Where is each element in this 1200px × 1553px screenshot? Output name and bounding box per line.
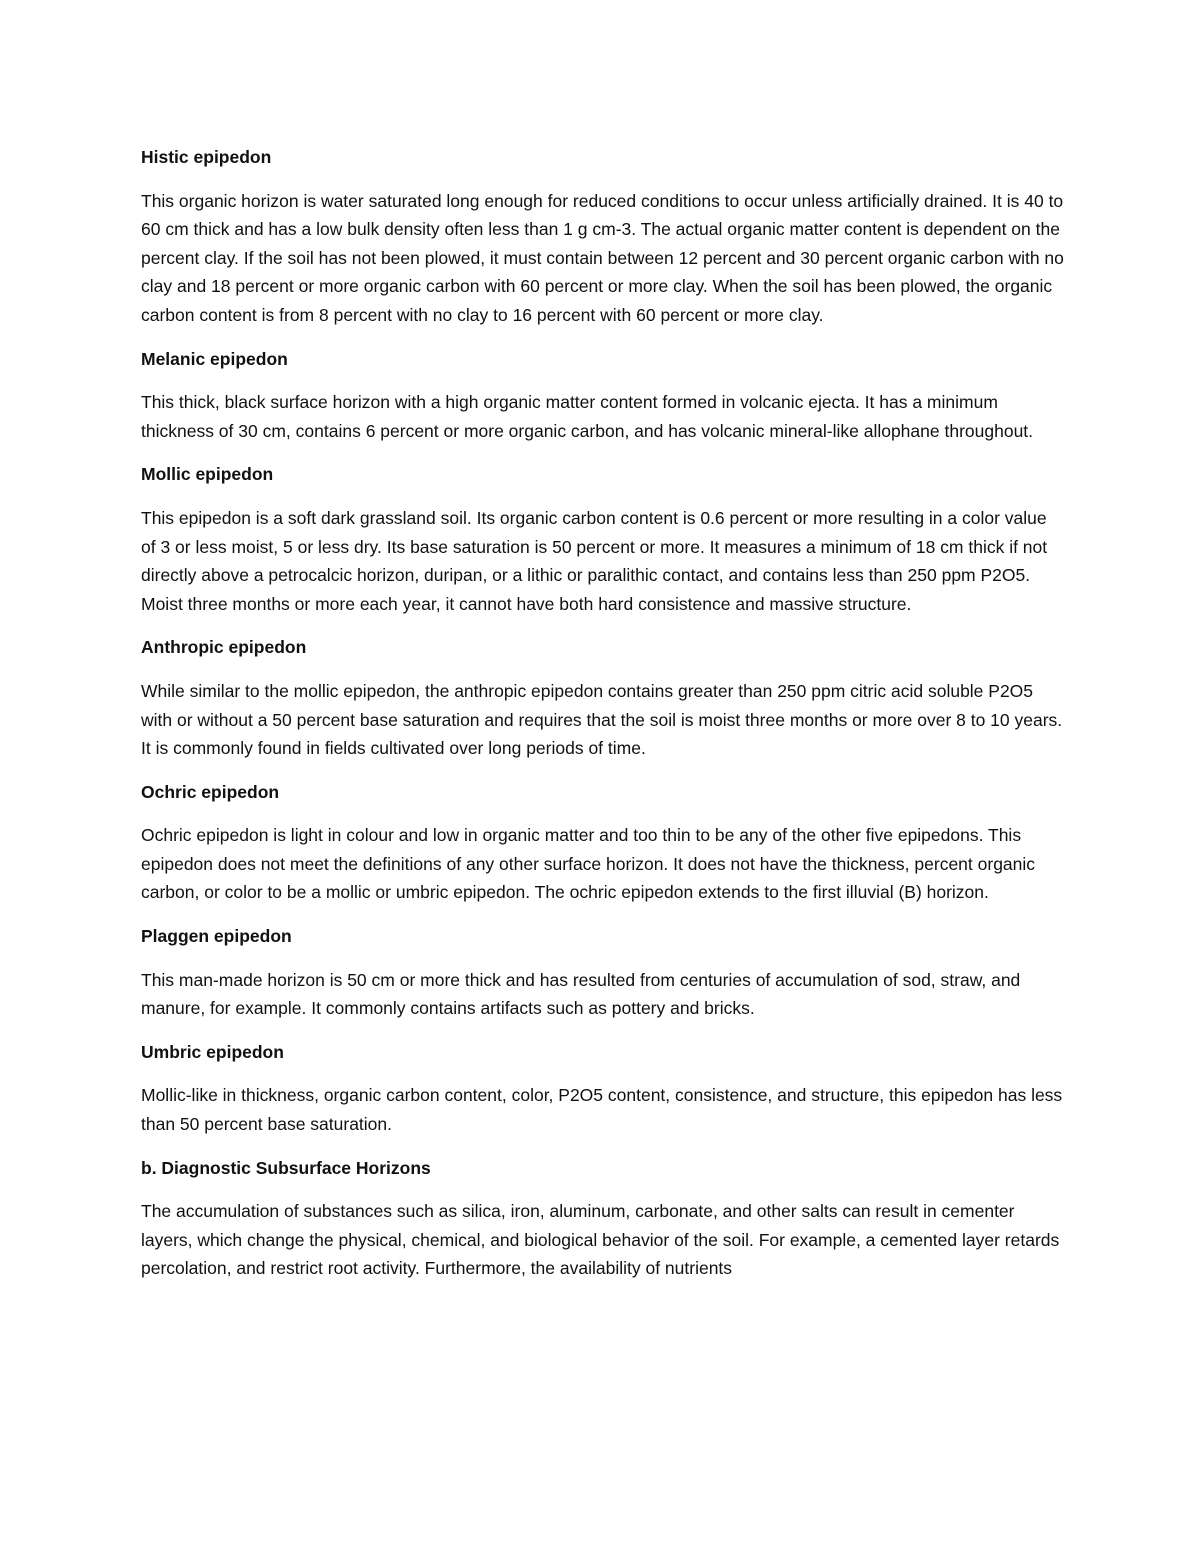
section-heading: Mollic epipedon [141, 464, 274, 485]
section-ochric [141, 778, 1066, 907]
section-heading: Histic epipedon [141, 147, 272, 167]
section-body: Mollic-like in thickness, organic carbon content, color, P2O5 content, consistence, and structure, this epipedon has less than 50 percent base saturation. [141, 1085, 1063, 1135]
section-umbric [141, 1038, 1066, 1139]
section-heading: Anthropic epipedon [141, 637, 307, 658]
section-histic [141, 143, 1066, 330]
section-body: Ochric epipedon is light in colour and low in organic matter and too thin to be any of the other five epipedons. This epipedon does not meet the definitions of any other surface horizon. It does not have the thickness, percent organic carbon, or color to be a mollic or umbric epipedon. The ochric epipedon extends to the first illuvial (B) horizon. [141, 825, 1036, 903]
section-mollic [141, 460, 1066, 618]
section-heading: Plaggen epipedon [141, 926, 292, 947]
section-body: The accumulation of substances such as silica, iron, aluminum, carbonate, and other salts can result in cementer layers, which change the physical, chemical, and biological behavior of the soil. For example, a cemented layer retards percolation, and restrict root activity. Furthermore, the availability of nutrients [141, 1201, 1060, 1279]
section-anthropic [141, 633, 1066, 762]
section-body: This man-made horizon is 50 cm or more thick and has resulted from centuries of accumulation of sod, straw, and manure, for example. It commonly contains artifacts such as pottery and bricks. [141, 969, 1021, 1019]
section-melanic [141, 345, 1066, 446]
section-plaggen [141, 922, 1066, 1023]
document-page [141, 143, 1066, 1298]
section-heading: Melanic epipedon [141, 348, 288, 369]
section-heading: b. Diagnostic Subsurface Horizons [141, 1157, 431, 1178]
section-body: While similar to the mollic epipedon, the anthropic epipedon contains greater than 250 ppm citric acid soluble P2O5 with or without a 50 percent base saturation and requires that the soil is moist three months or more over 8 to 10 years. It is commonly found in fields cultivated over long periods of time. [141, 680, 1063, 759]
section-body: This organic horizon is water saturated long enough for reduced conditions to occur unless artificially drained. It is 40 to 60 cm thick and has a low bulk density often less than 1 g cm-3. The actual organic matter content is dependent on the percent clay. If the soil has not been plowed, it must contain between 12 percent and 30 percent organic carbon with no clay and 18 percent or more organic carbon with 60 percent or more clay. When the soil has been plowed, the organic carbon content is from 8 percent with no clay to 16 percent with 60 percent or more clay. [141, 190, 1064, 325]
section-heading: Ochric epipedon [141, 781, 280, 802]
section-heading: Umbric epipedon [141, 1041, 284, 1062]
section-diagnostic-subsurface [141, 1154, 1066, 1283]
section-body: This thick, black surface horizon with a high organic matter content formed in volcanic ejecta. It has a minimum thickness of 30 cm, contains 6 percent or more organic carbon, and has volcanic mineral-like allophane throughout. [141, 392, 1034, 441]
section-body: This epipedon is a soft dark grassland soil. Its organic carbon content is 0.6 percent or more resulting in a color value of 3 or less moist, 5 or less dry. Its base saturation is 50 percent or more. It measures a minimum of 18 cm thick if not directly above a petrocalcic horizon, duripan, or a lithic or paralithic contact, and contains less than 250 ppm P2O5. Moist three months or more each year, it cannot have both hard consistence and massive structure. [141, 507, 1048, 614]
